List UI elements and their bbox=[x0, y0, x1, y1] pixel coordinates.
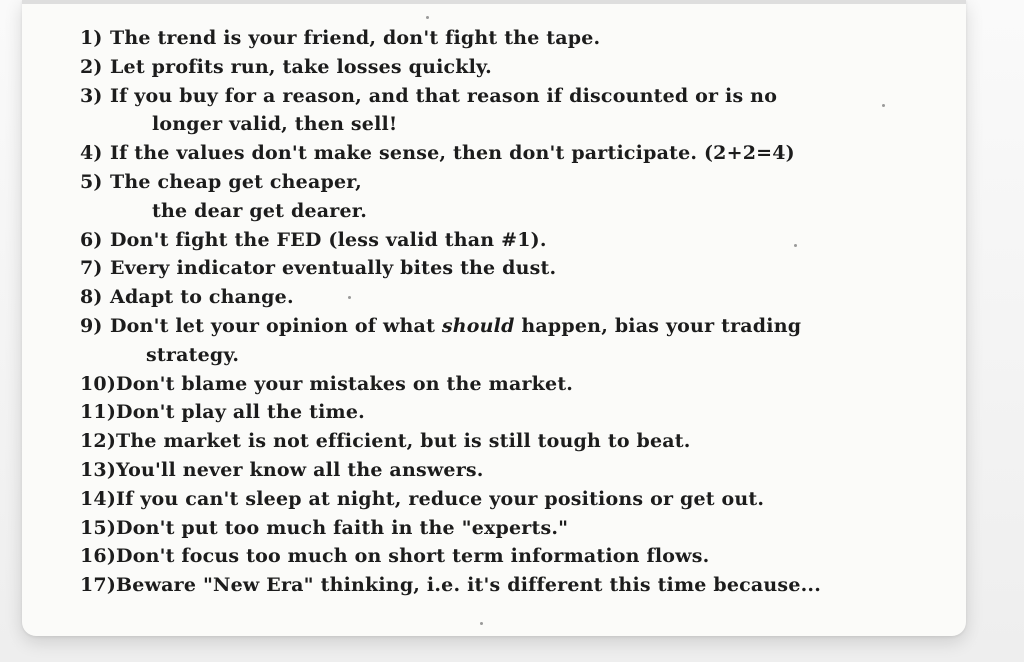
rule-number: 9) bbox=[80, 314, 103, 337]
rule-text bbox=[110, 312, 801, 341]
rule-number: 16) bbox=[80, 545, 117, 568]
scan-speck bbox=[882, 104, 885, 107]
rule-text: Don't fight the FED (less valid than #1). bbox=[110, 228, 547, 251]
list-item bbox=[80, 571, 940, 600]
rule-text: Don't focus too much on short term information flows. bbox=[116, 545, 710, 568]
rule-number: 1) bbox=[80, 27, 103, 49]
rule-text: Adapt to change. bbox=[110, 286, 294, 309]
list-item bbox=[80, 82, 940, 140]
scanned-document bbox=[22, 0, 966, 636]
rule-number: 13) bbox=[80, 458, 117, 481]
rule-text: Don't put too much faith in the "experts." bbox=[116, 516, 569, 539]
trading-rules-list bbox=[80, 24, 940, 600]
scan-speck bbox=[794, 244, 797, 247]
rule-number: 3) bbox=[80, 84, 103, 107]
list-item bbox=[80, 139, 940, 168]
list-item bbox=[80, 370, 940, 399]
list-item bbox=[80, 24, 940, 53]
list-item bbox=[80, 542, 940, 571]
scan-speck bbox=[480, 622, 483, 625]
rule-text: The trend is your friend, don't fight the tape. bbox=[110, 27, 601, 49]
rule-text: You'll never know all the answers. bbox=[116, 458, 484, 481]
list-item bbox=[80, 398, 940, 427]
list-item bbox=[80, 456, 940, 485]
rule-text: If the values don't make sense, then don't participate. (2+2=4) bbox=[110, 142, 795, 165]
list-item bbox=[80, 514, 940, 543]
rule-text: Don't blame your mistakes on the market. bbox=[116, 372, 574, 395]
rule-number: 6) bbox=[80, 228, 103, 251]
list-item bbox=[80, 168, 940, 226]
rule-number: 15) bbox=[80, 516, 117, 539]
rule-number: 8) bbox=[80, 286, 103, 309]
rule-text-continuation: the dear get dearer. bbox=[152, 199, 368, 222]
rule-number: 17) bbox=[80, 574, 117, 597]
list-item bbox=[80, 254, 940, 283]
rule-text: The market is not efficient, but is still tough to beat. bbox=[116, 430, 691, 453]
scan-speck bbox=[426, 16, 429, 19]
rule-text-emphasis: should bbox=[441, 314, 515, 337]
top-edge bbox=[22, 0, 966, 4]
rule-text: The cheap get cheaper, bbox=[110, 170, 362, 193]
rule-number: 5) bbox=[80, 170, 103, 193]
rule-number: 14) bbox=[80, 487, 117, 510]
rule-text: Every indicator eventually bites the dust. bbox=[110, 257, 557, 280]
rule-text: Let profits run, take losses quickly. bbox=[110, 55, 492, 78]
rule-text: Don't play all the time. bbox=[116, 401, 365, 424]
rule-number: 10) bbox=[80, 372, 117, 395]
rule-text: If you buy for a reason, and that reason if discounted or is no bbox=[110, 84, 778, 107]
list-item bbox=[80, 226, 940, 255]
rule-number: 4) bbox=[80, 142, 103, 165]
rule-number: 7) bbox=[80, 257, 103, 280]
scan-speck bbox=[348, 296, 351, 299]
list-item bbox=[80, 427, 940, 456]
list-item bbox=[80, 312, 940, 370]
rule-text-part: happen, bias your trading bbox=[514, 314, 802, 337]
rule-text-continuation: longer valid, then sell! bbox=[152, 113, 398, 136]
rule-text-part: Don't let your opinion of what bbox=[110, 314, 442, 337]
list-item bbox=[80, 485, 940, 514]
list-item bbox=[80, 283, 940, 312]
rule-number: 11) bbox=[80, 401, 117, 424]
rule-text: If you can't sleep at night, reduce your positions or get out. bbox=[116, 487, 765, 510]
rule-text: Beware "New Era" thinking, i.e. it's different this time because... bbox=[116, 574, 822, 597]
rule-number: 2) bbox=[80, 55, 103, 78]
list-item bbox=[80, 53, 940, 82]
rule-text-continuation: strategy. bbox=[146, 343, 240, 366]
rule-number: 12) bbox=[80, 430, 117, 453]
